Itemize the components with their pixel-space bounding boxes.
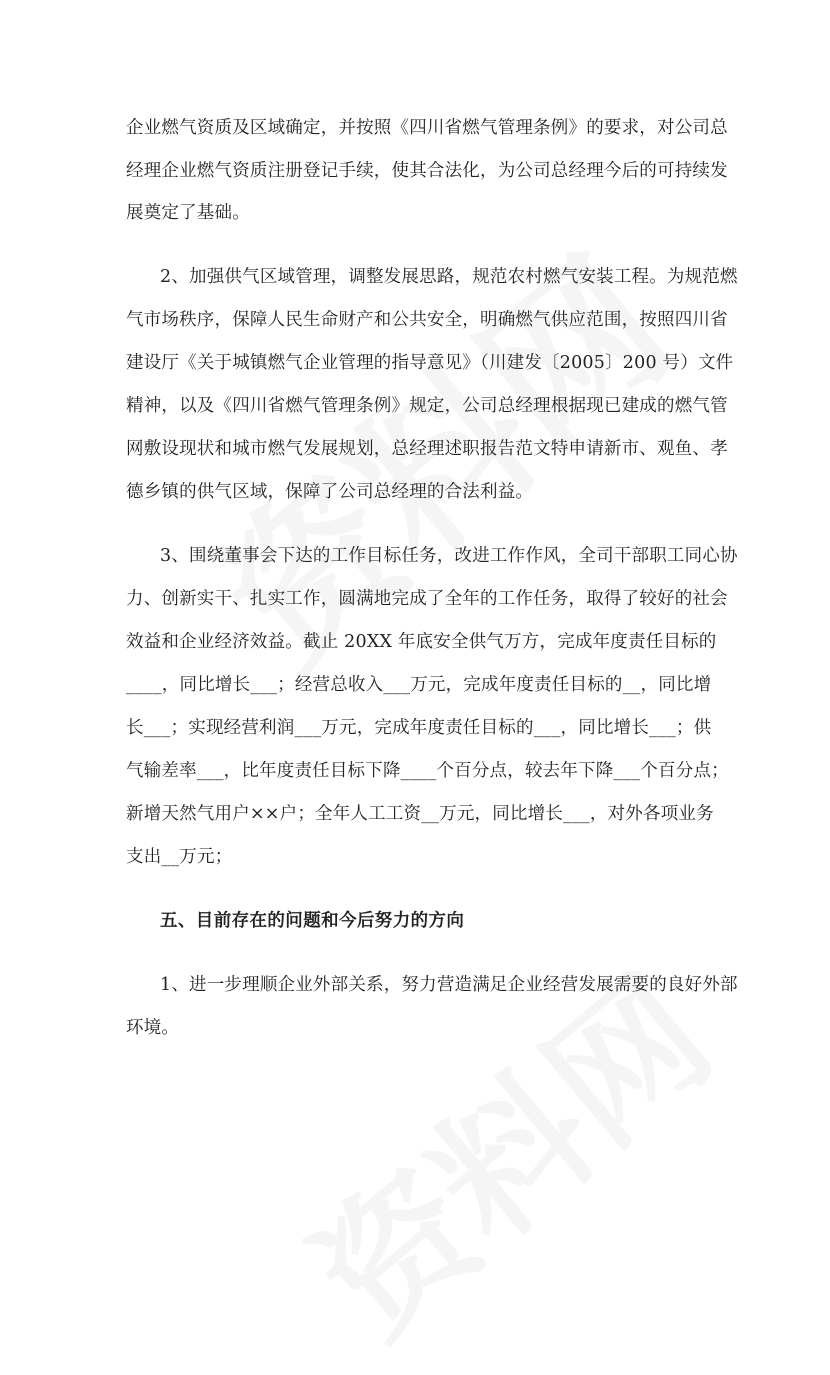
paragraph-line: 气输差率___，比年度责任目标下降____个百分点，较去年下降___个百分点； (126, 761, 729, 781)
paragraph-line: 建设厅《关于城镇燃气企业管理的指导意见》（川建发〔2005〕200 号）文件 (126, 353, 734, 373)
paragraph-line: 效益和企业经济效益。截止 20XX 年底安全供气万方，完成年度责任目标的 (126, 632, 717, 652)
paragraph-line: 环境。 (126, 1018, 180, 1038)
paragraph-line: 支出__万元； (126, 847, 233, 867)
paragraph-line: 3、围绕董事会下达的工作目标任务，改进工作作风，全司干部职工同心协 (160, 546, 738, 566)
paragraph-line: 2、加强供气区域管理，调整发展思路，规范农村燃气安装工程。为规范燃 (160, 267, 738, 287)
paragraph-line: 网敷设现状和城市燃气发展规划，总经理述职报告范文特申请新市、观鱼、孝 (126, 439, 728, 459)
paragraph-line: 长___；实现经营利润___万元，完成年度责任目标的___，同比增长___；供 (126, 718, 712, 738)
paragraph-line: ____，同比增长___；经营总收入___万元，完成年度责任目标的__，同比增 (126, 675, 712, 695)
paragraph-line: 展奠定了基础。 (126, 203, 250, 223)
paragraph-line: 气市场秩序，保障人民生命财产和公共安全，明确燃气供应范围，按照四川省 (126, 310, 728, 330)
paragraph-line: 力、创新实干、扎实工作，圆满地完成了全年的工作任务，取得了较好的社会 (126, 589, 728, 609)
paragraph-line: 企业燃气资质及区域确定，并按照《四川省燃气管理条例》的要求，对公司总 (126, 118, 728, 138)
paragraph-line: 经理企业燃气资质注册登记手续，使其合法化，为公司总经理今后的可持续发 (126, 161, 728, 181)
paragraph-line: 1、进一步理顺企业外部关系，努力营造满足企业经营发展需要的良好外部 (160, 975, 738, 995)
section-heading: 五、目前存在的问题和今后努力的方向 (160, 911, 465, 931)
paragraph-line: 德乡镇的供气区域，保障了公司总经理的合法利益。 (126, 482, 534, 502)
paragraph-line: 精神，以及《四川省燃气管理条例》规定，公司总经理根据现已建成的燃气管 (126, 396, 728, 416)
paragraph-line: 新增天然气用户××户；全年人工工资__万元，同比增长___，对外各项业务 (126, 804, 714, 824)
